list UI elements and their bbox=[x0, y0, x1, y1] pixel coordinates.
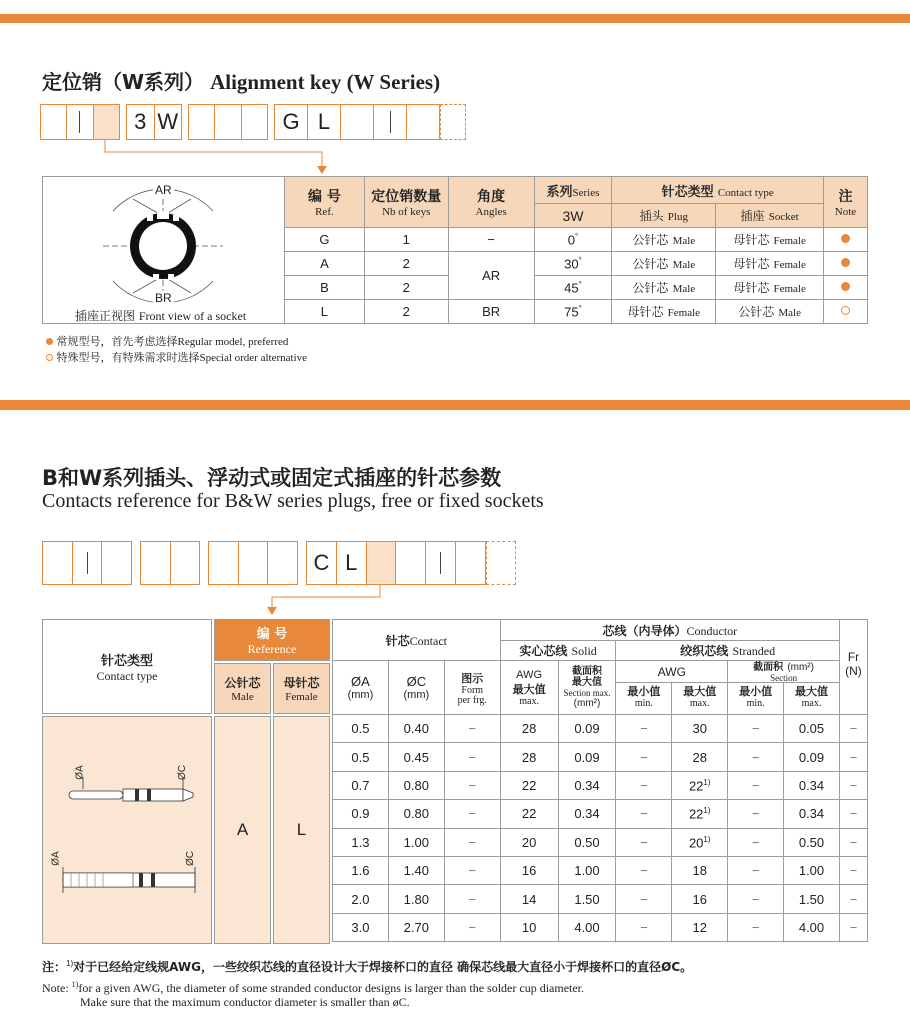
table-cell-fr: − bbox=[839, 885, 867, 913]
table-cell-fr: − bbox=[839, 856, 867, 884]
table-cell-s2min: − bbox=[728, 743, 784, 771]
table-cell-smax: 20$^{1)}$ bbox=[672, 828, 728, 856]
table-cell-smin: − bbox=[616, 743, 672, 771]
table-cell-oa: 3.0 bbox=[333, 913, 389, 941]
table-cell-fig: − bbox=[444, 771, 500, 799]
male-code-cell: A bbox=[214, 716, 271, 944]
table-cell-s2max: 1.00 bbox=[784, 856, 840, 884]
top-accent-bar bbox=[0, 14, 910, 23]
table-cell-awg: 14 bbox=[500, 885, 558, 913]
contact-type-header: 针芯类型 Contact type bbox=[42, 619, 212, 714]
alignment-key-table: 编 号 Ref. 定位销数量 Nb of keys 角度 Angles 系列Series 针芯类型 Contact type 注 Note 3W 插头 Plug 插座 Socket G 1 − 0° 公针芯 Male 母针芯 Female A 2 AR 30° 公针芯 Male 母针芯 Female B 2 45° 公针芯 Male 母针芯 Female L 2 BR 75° 母针芯 Female 公针芯 Male bbox=[284, 176, 868, 324]
table-cell-fig: − bbox=[444, 800, 500, 828]
special-dot-icon bbox=[841, 306, 850, 315]
section2-connector bbox=[260, 585, 390, 619]
table-cell-smin: − bbox=[616, 913, 672, 941]
reference-header: 编 号 Reference bbox=[214, 619, 330, 661]
section2-code-boxes: C L bbox=[42, 541, 522, 585]
table-cell-fig: − bbox=[444, 885, 500, 913]
section2-title-en: Contacts reference for B&W series plugs, free or fixed sockets bbox=[42, 490, 544, 512]
table-cell-s2min: − bbox=[728, 771, 784, 799]
section2-title-cn: B和W系列插头、浮动式或固定式插座的针芯参数 bbox=[42, 466, 502, 490]
table-row bbox=[333, 715, 868, 743]
table-cell-oa: 1.3 bbox=[333, 828, 389, 856]
table-cell-fr: − bbox=[839, 743, 867, 771]
table-cell-fig: − bbox=[444, 913, 500, 941]
table-cell-s2min: − bbox=[728, 800, 784, 828]
table-cell-sec: 0.09 bbox=[558, 743, 616, 771]
contacts-table: 针芯Contact 芯线（内导体）Conductor Fr (N) 实心芯线 Solid 绞织芯线 Stranded ØA (mm) ØC (mm) 图示 Form per frg. AWG 最大值 max. 截面积 最大值 Section max. (mm²) AWG 最小值 min. 最大值 max. 截面积 (mm²) Section 最小值 min. 最大值 max. 0.5 0.40 − 28 0.09 − 30 − 0.05 − 0.5 0.45 − 28 0.09 − 28 − 0.09 − 0.7 0.80 − 22 0.34 − 22$^{1)}$ − 0.34 − 0.9 0.80 − 22 0.34 − 22$^{1)}$ − 0.34 − 1.3 1.00 − 20 0.50 − 20$^{1)}$ − 0.50 − 1.6 1.40 − 16 1.00 − 18 − 1.00 − 2.0 1.80 − 14 1.50 − 16 − 1.50 − 3.0 2.70 − 10 4.00 − 12 − 4.00 − bbox=[332, 619, 868, 942]
section1-title: 定位销（W系列） Alignment key (W Series) bbox=[42, 70, 441, 94]
table-cell-awg: 28 bbox=[500, 743, 558, 771]
table-row bbox=[333, 828, 868, 856]
table-row bbox=[333, 800, 868, 828]
table-cell-fig: − bbox=[444, 715, 500, 743]
preferred-dot-icon bbox=[46, 338, 53, 345]
table-cell-oc: 1.00 bbox=[388, 828, 444, 856]
table-row: L 2 BR 75° 母针芯 Female 公针芯 Male bbox=[285, 300, 868, 324]
table-cell-oa: 0.9 bbox=[333, 800, 389, 828]
table-cell-oa: 0.7 bbox=[333, 771, 389, 799]
table-row: A 2 AR 30° 公针芯 Male 母针芯 Female bbox=[285, 252, 868, 276]
table-cell-awg: 20 bbox=[500, 828, 558, 856]
table-cell-sec: 1.00 bbox=[558, 856, 616, 884]
table-cell-smin: − bbox=[616, 828, 672, 856]
table-cell-s2max: 0.34 bbox=[784, 800, 840, 828]
table-row bbox=[333, 885, 868, 913]
section1-connector bbox=[100, 140, 340, 176]
table-cell-oa: 2.0 bbox=[333, 885, 389, 913]
table-cell-oc: 0.45 bbox=[388, 743, 444, 771]
section1-code-boxes: 3 W G L bbox=[40, 104, 470, 140]
table-cell-smax: 22$^{1)}$ bbox=[672, 771, 728, 799]
footnote-cn: 注：$^{1)}$对于已经给定线规AWG，一些绞织芯线的直径设计大于焊接杯口的直径 确保芯线最大直径小于焊接杯口的直径ØC。 bbox=[42, 959, 693, 974]
table-cell-smax: 22$^{1)}$ bbox=[672, 800, 728, 828]
table-cell-s2max: 0.05 bbox=[784, 715, 840, 743]
oa-dimension-label: ØA bbox=[74, 765, 86, 780]
table-cell-oc: 1.40 bbox=[388, 856, 444, 884]
table-cell-awg: 10 bbox=[500, 913, 558, 941]
oc-dimension-label: ØC bbox=[185, 851, 196, 866]
table-cell-oa: 0.5 bbox=[333, 715, 389, 743]
table-cell-fr: − bbox=[839, 828, 867, 856]
contact-figure bbox=[42, 716, 212, 944]
oa-dimension-label: ØA bbox=[50, 851, 62, 866]
preferred-dot-icon bbox=[841, 234, 850, 243]
table-cell-s2min: − bbox=[728, 828, 784, 856]
table-cell-smin: − bbox=[616, 885, 672, 913]
special-dot-icon bbox=[46, 354, 53, 361]
table-cell-s2min: − bbox=[728, 885, 784, 913]
table-row bbox=[333, 913, 868, 941]
table-cell-smax: 18 bbox=[672, 856, 728, 884]
table-cell-awg: 22 bbox=[500, 800, 558, 828]
socket-front-view-figure bbox=[42, 176, 284, 324]
table-cell-s2min: − bbox=[728, 913, 784, 941]
table-cell-fr: − bbox=[839, 913, 867, 941]
table-cell-s2max: 1.50 bbox=[784, 885, 840, 913]
table-cell-sec: 0.34 bbox=[558, 771, 616, 799]
table-cell-awg: 28 bbox=[500, 715, 558, 743]
table-row bbox=[333, 743, 868, 771]
table-row: B 2 45° 公针芯 Male 母针芯 Female bbox=[285, 276, 868, 300]
figure-caption: 插座正视图 Front view of a socket bbox=[75, 309, 247, 323]
table-cell-smin: − bbox=[616, 856, 672, 884]
table-cell-awg: 22 bbox=[500, 771, 558, 799]
table-cell-s2max: 0.34 bbox=[784, 771, 840, 799]
table-cell-smax: 28 bbox=[672, 743, 728, 771]
female-code-cell: L bbox=[273, 716, 330, 944]
table-row bbox=[333, 856, 868, 884]
br-label: BR bbox=[155, 291, 172, 305]
oc-dimension-label: ØC bbox=[177, 765, 188, 780]
table-cell-smax: 16 bbox=[672, 885, 728, 913]
table-cell-smin: − bbox=[616, 715, 672, 743]
table-cell-fig: − bbox=[444, 743, 500, 771]
table-cell-oc: 0.80 bbox=[388, 771, 444, 799]
table-cell-oc: 0.40 bbox=[388, 715, 444, 743]
table-cell-awg: 16 bbox=[500, 856, 558, 884]
table-cell-sec: 4.00 bbox=[558, 913, 616, 941]
table-cell-oc: 1.80 bbox=[388, 885, 444, 913]
table-cell-smax: 30 bbox=[672, 715, 728, 743]
table-cell-fr: − bbox=[839, 771, 867, 799]
legend: 常规型号，首先考虑选择Regular model, preferred 特殊型号，有特殊需求时选择Special order alternative bbox=[46, 334, 307, 366]
table-cell-s2min: − bbox=[728, 715, 784, 743]
table-cell-oa: 1.6 bbox=[333, 856, 389, 884]
section-divider-bar bbox=[0, 400, 910, 410]
table-cell-oa: 0.5 bbox=[333, 743, 389, 771]
table-cell-sec: 0.09 bbox=[558, 715, 616, 743]
table-cell-smin: − bbox=[616, 771, 672, 799]
table-cell-oc: 2.70 bbox=[388, 913, 444, 941]
table-row bbox=[333, 771, 868, 799]
female-header: 母针芯 Female bbox=[273, 663, 330, 714]
table-cell-fr: − bbox=[839, 715, 867, 743]
table-cell-sec: 1.50 bbox=[558, 885, 616, 913]
table-row: G 1 − 0° 公针芯 Male 母针芯 Female bbox=[285, 228, 868, 252]
table-cell-oc: 0.80 bbox=[388, 800, 444, 828]
ar-label: AR bbox=[155, 183, 172, 197]
table-cell-s2min: − bbox=[728, 856, 784, 884]
table-cell-fig: − bbox=[444, 856, 500, 884]
footnote-en: Note: $^{1)}$for a given AWG, the diameter of some stranded conductor designs is larger than the solder cup diameter. Make sure that the maximum conductor diameter is smaller than øC. bbox=[42, 980, 585, 1009]
table-cell-sec: 0.34 bbox=[558, 800, 616, 828]
table-cell-smin: − bbox=[616, 800, 672, 828]
table-cell-fr: − bbox=[839, 800, 867, 828]
table-cell-sec: 0.50 bbox=[558, 828, 616, 856]
table-cell-fig: − bbox=[444, 828, 500, 856]
table-cell-smax: 12 bbox=[672, 913, 728, 941]
table-cell-s2max: 0.09 bbox=[784, 743, 840, 771]
table-cell-s2max: 4.00 bbox=[784, 913, 840, 941]
male-header: 公针芯 Male bbox=[214, 663, 271, 714]
table-cell-s2max: 0.50 bbox=[784, 828, 840, 856]
preferred-dot-icon bbox=[841, 258, 850, 267]
preferred-dot-icon bbox=[841, 282, 850, 291]
